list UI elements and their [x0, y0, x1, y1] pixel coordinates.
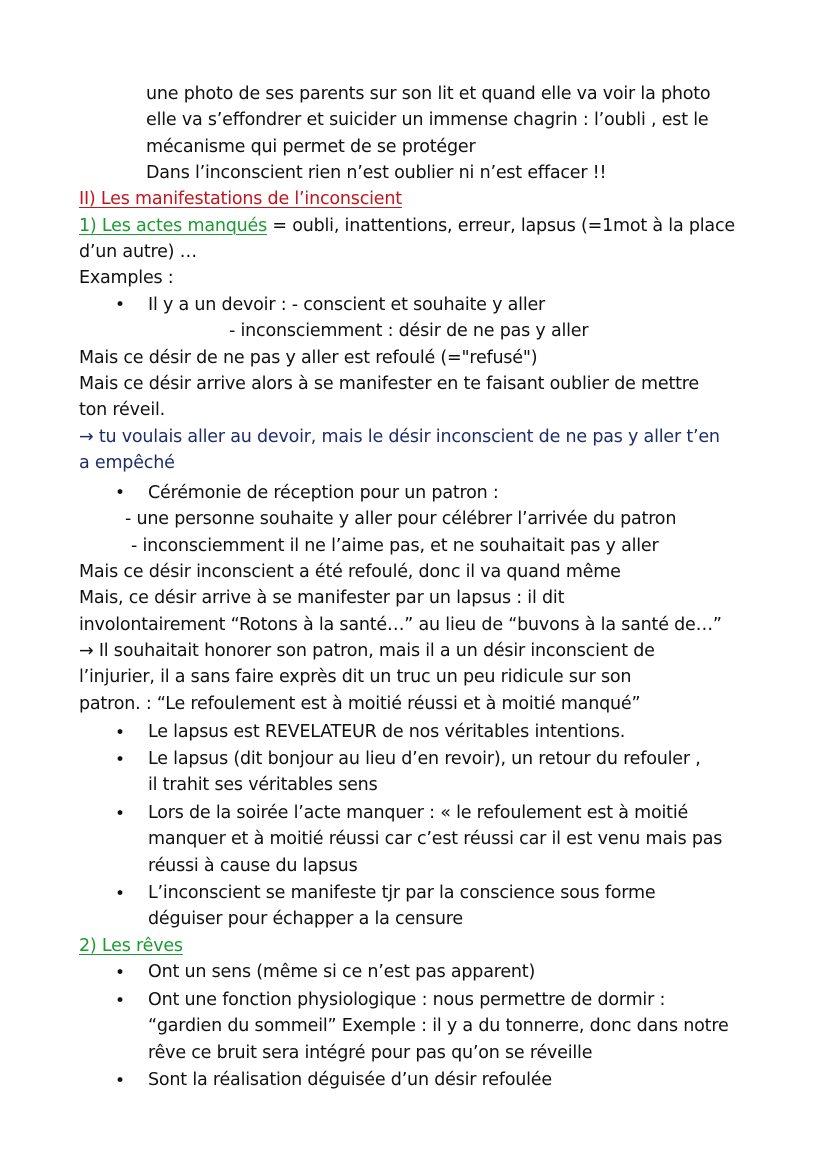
example-1-conclusion: a empêché [79, 453, 175, 473]
section-title: II) Les manifestations de l’inconscient [79, 189, 402, 209]
example-2-text: Mais ce désir inconscient a été refoulé, donc il va quand même [79, 562, 621, 582]
lapsus-point-cont: il trahit ses véritables sens [148, 775, 378, 795]
example-2-sub: - inconsciemment il ne l’aime pas, et ne souhaitait pas y aller [131, 536, 659, 556]
intro-line: mécanisme qui permet de se protéger [146, 137, 476, 157]
bullet: • [115, 963, 126, 983]
lapsus-point: Lors de la soirée l’acte manquer : « le refoulement est à moitié [148, 803, 689, 823]
bullet: • [115, 295, 126, 315]
subsection-title-actes-manques: 1) Les actes manqués [79, 216, 268, 236]
example-1-text: Mais ce désir arrive alors à se manifester en te faisant oublier de mettre [79, 374, 699, 394]
reves-point: Sont la réalisation déguisée d’un désir refoulée [148, 1070, 552, 1090]
lapsus-point-cont: manquer et à moitié réussi car c’est réussi car il est venu mais pas [148, 829, 723, 849]
lapsus-point-cont: réussi à cause du lapsus [148, 856, 358, 876]
example-1-sub: - inconsciemment : désir de ne pas y aller [229, 321, 589, 341]
example-2-conclusion: l’injurier, il a sans faire exprès dit un truc un peu ridicule sur son [79, 667, 632, 687]
example-2-conclusion: → Il souhaitait honorer son patron, mais il a un désir inconscient de [79, 641, 655, 661]
bullet: • [115, 991, 126, 1011]
example-1-text: ton réveil. [79, 400, 166, 420]
lapsus-point: L’inconscient se manifeste tjr par la conscience sous forme [148, 883, 656, 903]
lapsus-point: Le lapsus (dit bonjour au lieu d’en revoir), un retour du refouler , [148, 749, 701, 769]
reves-point-cont: rêve ce bruit sera intégré pour pas qu’on se réveille [148, 1043, 593, 1063]
subsection-definition [79, 213, 735, 239]
definition-text: = oubli, inattentions, erreur, lapsus (=1mot à la place [267, 216, 735, 236]
lapsus-point-cont: déguiser pour échapper a la censure [148, 909, 463, 929]
intro-line: une photo de ses parents sur son lit et quand elle va voir la photo [146, 84, 711, 104]
definition-continuation: d’un autre) … [79, 242, 197, 262]
subsection-title-reves: 2) Les rêves [79, 936, 183, 956]
bullet: • [115, 804, 126, 824]
example-1-bullet: Il y a un devoir : - conscient et souhaite y aller [148, 295, 546, 315]
example-1-text: Mais ce désir de ne pas y aller est refoulé (="refusé") [79, 348, 538, 368]
intro-line: elle va s’effondrer et suicider un immense chagrin : l’oubli , est le [146, 110, 709, 130]
examples-label: Examples : [79, 268, 174, 288]
bullet: • [115, 483, 126, 503]
reves-point-cont: “gardien du sommeil” Exemple : il y a du tonnerre, donc dans notre [148, 1016, 729, 1036]
intro-line: Dans l’inconscient rien n’est oublier ni n’est effacer !! [146, 163, 607, 183]
reves-point: Ont un sens (même si ce n’est pas apparent) [148, 962, 536, 982]
example-2-text: Mais, ce désir arrive à se manifester par un lapsus : il dit [79, 588, 565, 608]
example-1-conclusion: → tu voulais aller au devoir, mais le désir inconscient de ne pas y aller t’en [79, 427, 720, 447]
reves-point: Ont une fonction physiologique : nous permettre de dormir : [148, 990, 666, 1010]
bullet: • [115, 723, 126, 743]
bullet: • [115, 884, 126, 904]
bullet: • [115, 1071, 126, 1091]
example-2-sub: - une personne souhaite y aller pour célébrer l’arrivée du patron [125, 509, 677, 529]
bullet: • [115, 750, 126, 770]
example-2-bullet: Cérémonie de réception pour un patron : [148, 483, 499, 503]
lapsus-point: Le lapsus est REVELATEUR de nos véritables intentions. [148, 722, 626, 742]
example-2-text: involontairement “Rotons à la santé…” au lieu de “buvons à la santé de…” [79, 615, 722, 635]
example-2-conclusion: patron. : “Le refoulement est à moitié réussi et à moitié manqué” [79, 694, 641, 714]
